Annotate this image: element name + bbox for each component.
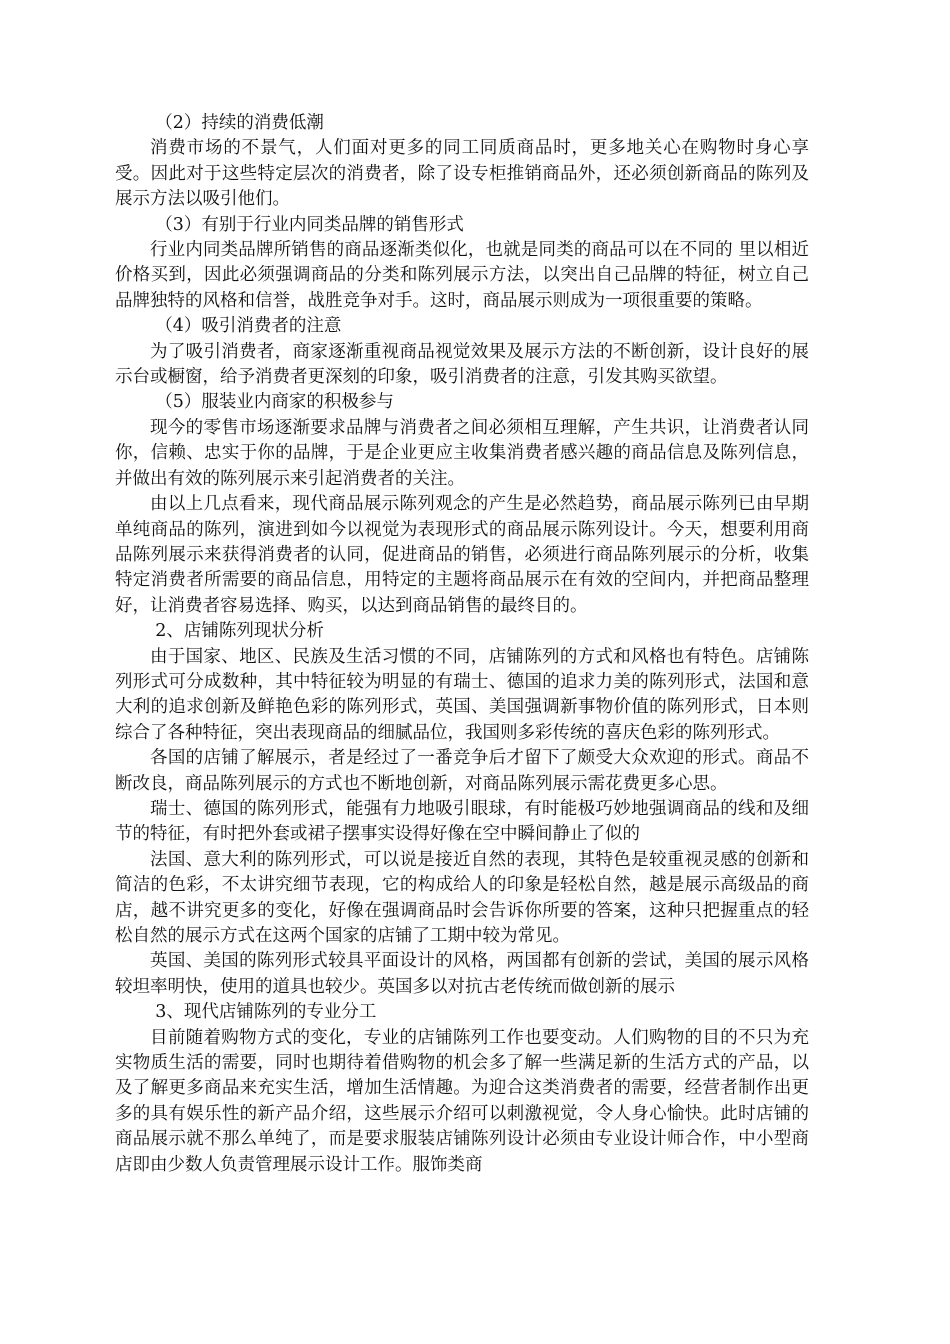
section-heading: （3）有别于行业内同类品牌的销售形式 [155,214,464,235]
section-heading: （5）服装业内商家的积极参与 [155,392,394,413]
body-paragraph: 现今的零售市场逐渐要求品牌与消费者之间必须相互理解，产生共识，让消费者认同你，信赖、忠实于你的品牌，于是企业更应主收集消费者感兴趣的商品信息及陈列信息，并做出有效的陈列展示来引起消费者的关注。 [115,417,809,489]
document-page [115,111,809,1178]
section-heading: （4）吸引消费者的注意 [155,316,342,337]
section-heading: 3、现代店铺陈列的专业分工 [155,1002,377,1023]
body-paragraph: 由以上几点看来，现代商品展示陈列观念的产生是必然趋势，商品展示陈列已由早期单纯商品的陈列，演进到如今以视觉为表现形式的商品展示陈列设计。今天，想要利用商品陈列展示来获得消费者的认同，促进商品的销售，必须进行商品陈列展示的分析，收集特定消费者所需要的商品信息，用特定的主题将商品展示在有效的空间内，并把商品整理好，让消费者容易选择、购买，以达到商品销售的最终目的。 [115,494,809,616]
section-heading: 2、店铺陈列现状分析 [155,621,324,642]
body-paragraph: 由于国家、地区、民族及生活习惯的不同，店铺陈列的方式和风格也有特色。店铺陈列形式可分成数种，其中特征较为明显的有瑞士、德国的追求力美的陈列形式，法国和意大利的追求创新及鲜艳色彩的陈列形式，英国、美国强调新事物价值的陈列形式，日本则综合了各种特征，突出表现商品的细腻品位，我国则多彩传统的喜庆色彩的陈列形式。 [115,646,809,743]
body-paragraph: 法国、意大利的陈列形式，可以说是接近自然的表现，其特色是较重视灵感的创新和简洁的色彩，不太讲究细节表现，它的构成给人的印象是轻松自然，越是展示高级品的商店，越不讲究更多的变化，好像在强调商品时会告诉你所要的答案，这种只把握重点的轻松自然的展示方式在这两个国家的店铺了工期中较为常见。 [115,849,809,946]
body-paragraph: 为了吸引消费者，商家逐渐重视商品视觉效果及展示方法的不断创新，设计良好的展示台或橱窗，给予消费者更深刻的印象，吸引消费者的注意，引发其购买欲望。 [115,341,809,388]
body-paragraph: 英国、美国的陈列形式较具平面设计的风格，两国都有创新的尝试，美国的展示风格较坦率明快，使用的道具也较少。英国多以对抗古老传统而做创新的展示 [115,951,809,997]
body-paragraph: 各国的店铺了解展示，者是经过了一番竞争后才留下了颇受大众欢迎的形式。商品不断改良，商品陈列展示的方式也不断地创新，对商品陈列展示需花费更多心思。 [115,748,809,794]
section-heading: （2）持续的消费低潮 [155,113,324,133]
body-paragraph: 瑞士、德国的陈列形式，能强有力地吸引眼球，有时能极巧妙地强调商品的线和及细节的特征，有时把外套或裙子摆事实设得好像在空中瞬间静止了似的 [115,798,809,845]
body-paragraph: 行业内同类品牌所销售的商品逐渐类似化，也就是同类的商品可以在不同的 里以相近价格买到，因此必须强调商品的分类和陈列展示方法，以突出自己品牌的特征，树立自己品牌独特的风格和信誉，战胜竞争对手。这时，商品展示则成为一项很重要的策略。 [115,240,809,311]
body-paragraph: 消费市场的不景气，人们面对更多的同工同质商品时，更多地关心在购物时身心享受。因此对于这些特定层次的消费者，除了设专柜推销商品外，还必须创新商品的陈列及展示方法以吸引他们。 [115,138,809,210]
body-paragraph: 目前随着购物方式的变化，专业的店铺陈列工作也要变动。人们购物的目的不只为充实物质生活的需要，同时也期待着借购物的机会多了解一些满足新的生活方式的产品，以及了解更多商品来充实生活，增加生活情趣。为迎合这类消费者的需要，经营者制作出更多的具有娱乐性的新产品介绍，这些展示介绍可以刺激视觉，令人身心愉快。此时店铺的商品展示就不那么单纯了，而是要求服装店铺陈列设计必须由专业设计师合作，中小型商店即由少数人负责管理展示设计工作。服饰类商 [115,1027,809,1175]
